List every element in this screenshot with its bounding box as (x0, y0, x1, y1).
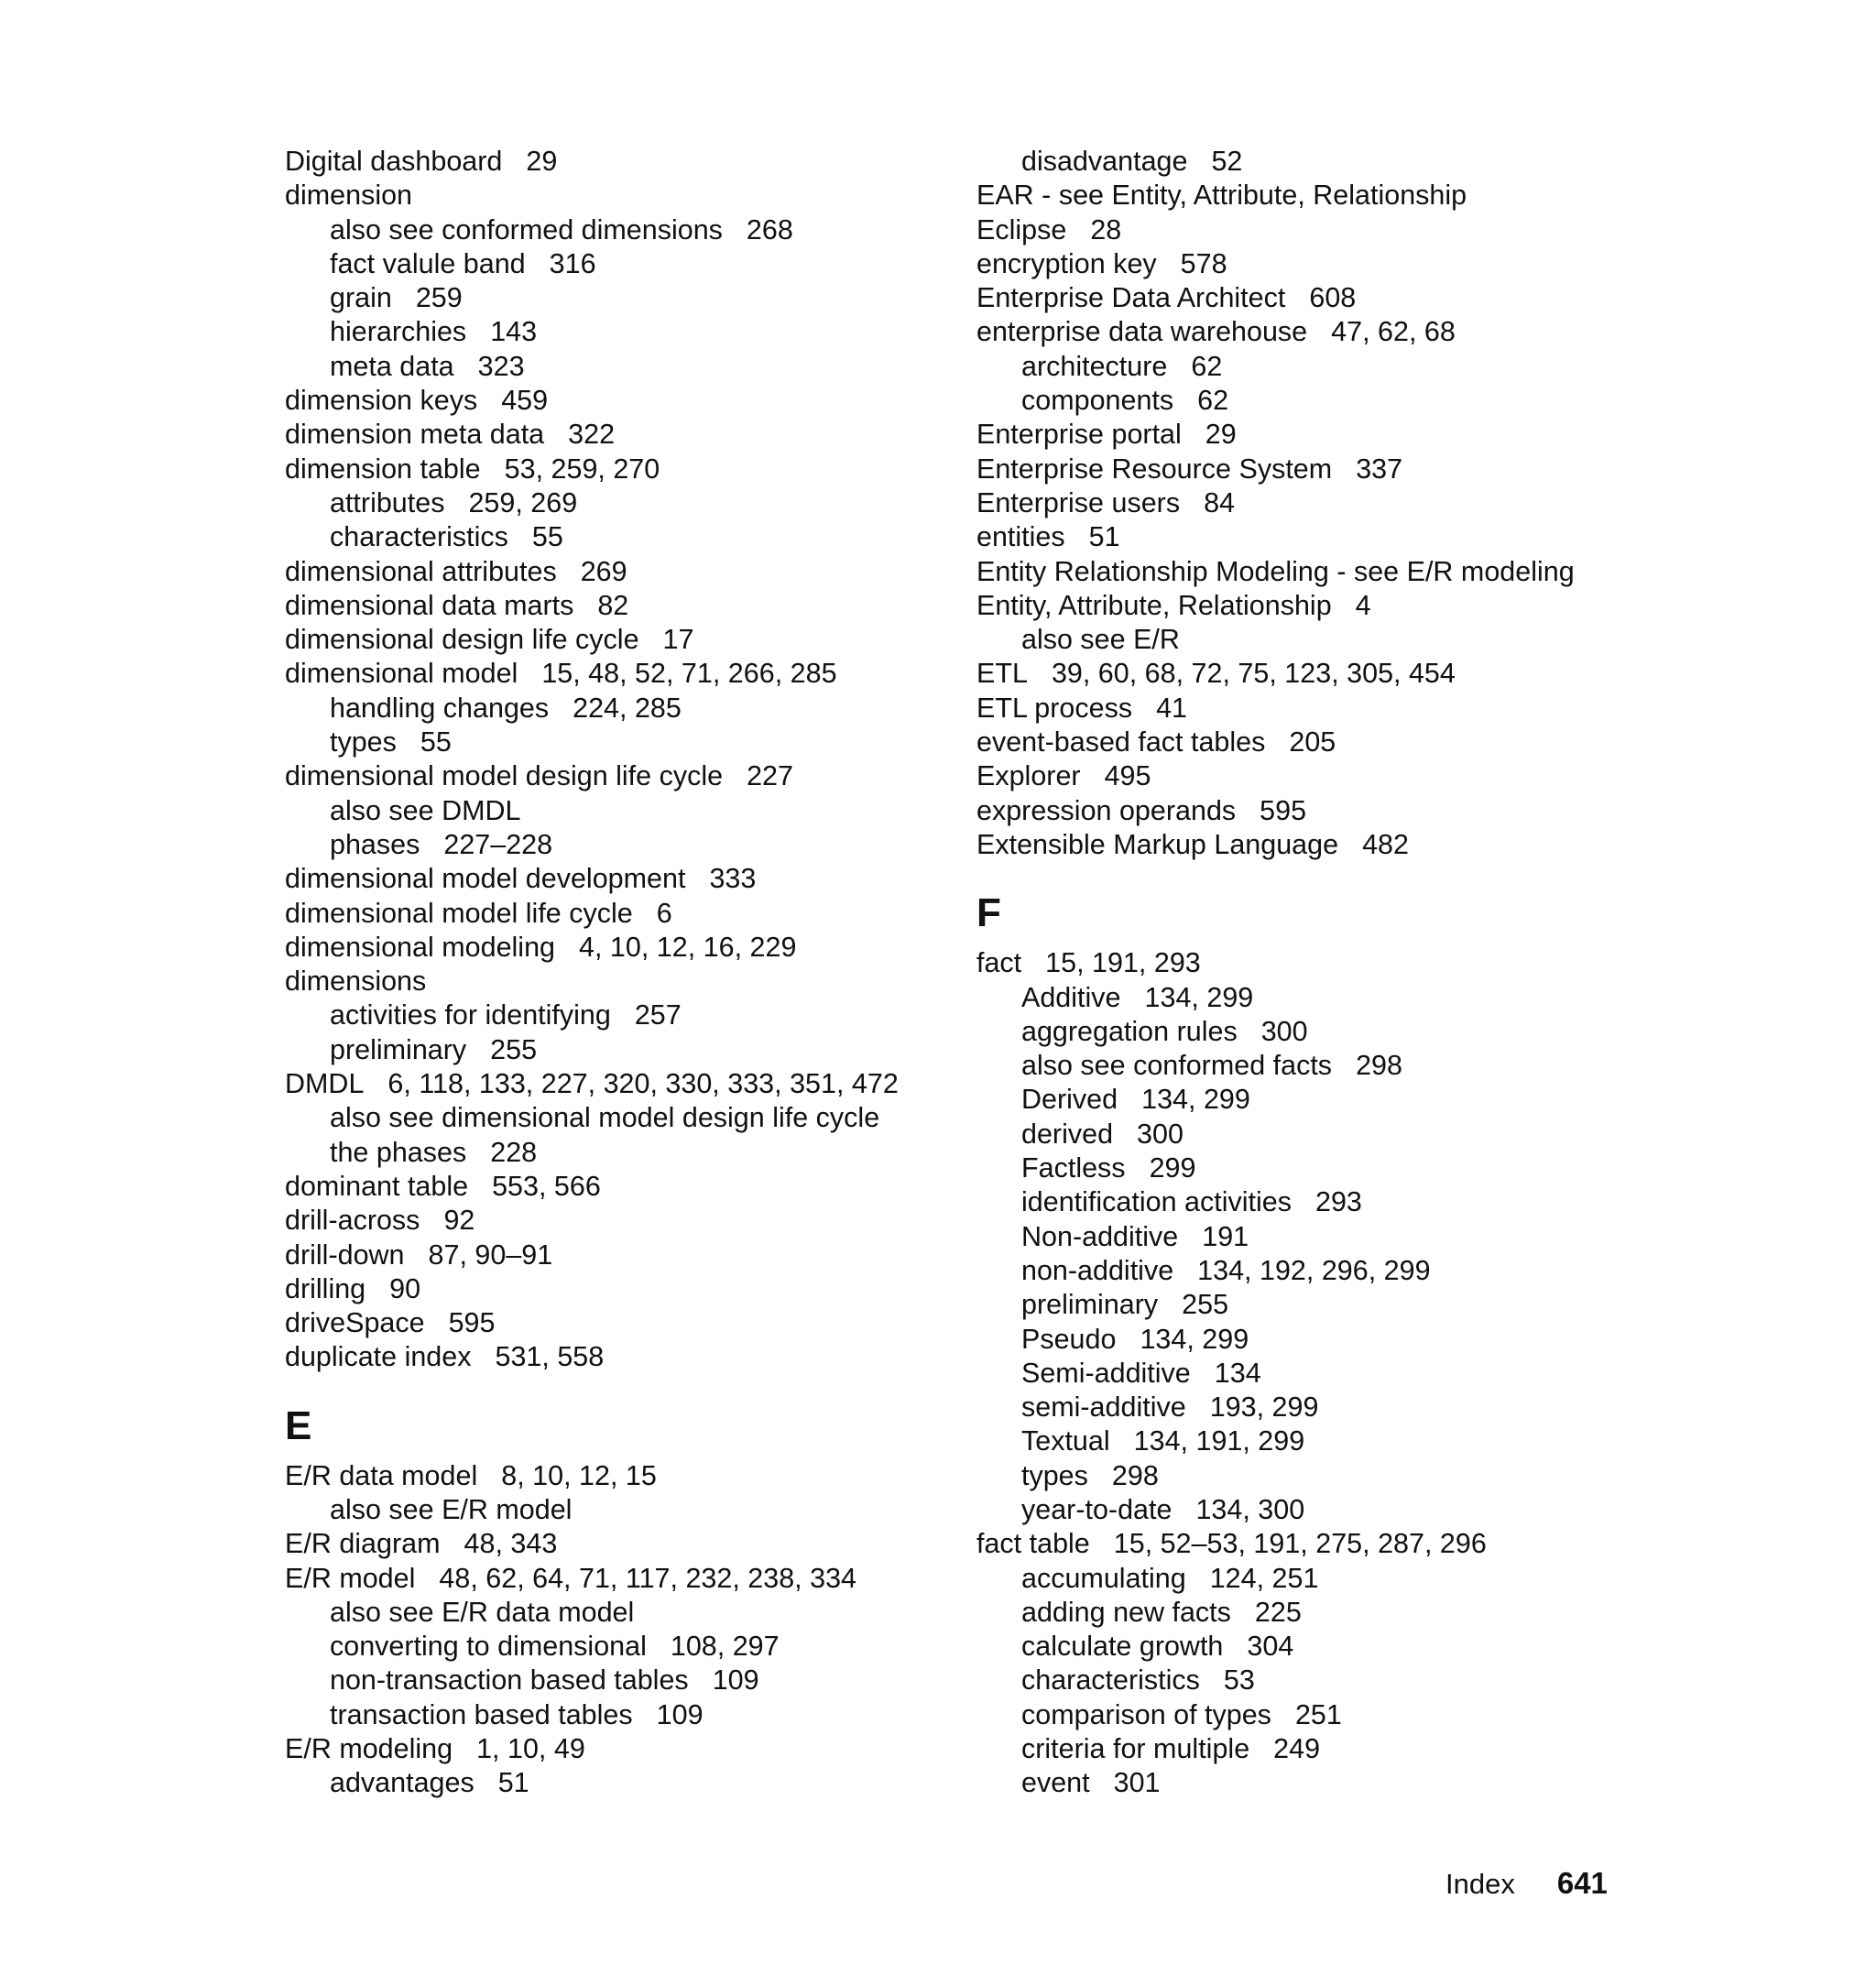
index-term: characteristics (330, 521, 508, 553)
index-subentry (285, 1493, 944, 1527)
index-subentry (976, 1220, 1636, 1254)
page-references: 134, 300 (1195, 1493, 1305, 1525)
index-subentry (976, 384, 1636, 418)
index-term: Entity Relationship Modeling - see E/R modeling (976, 555, 1575, 587)
page-references: 227–228 (443, 828, 553, 860)
index-subentry (976, 1493, 1636, 1527)
index-subentry (285, 350, 944, 384)
index-term: phases (330, 828, 420, 860)
index-term: non-additive (1021, 1254, 1174, 1286)
index-entry (285, 1732, 944, 1766)
index-term: converting to dimensional (330, 1631, 647, 1663)
index-term: dimensional data marts (285, 589, 574, 621)
page-references: 337 (1356, 453, 1403, 485)
page-references: 29 (526, 146, 558, 177)
page-references: 52 (1211, 146, 1243, 177)
index-subentry (285, 520, 944, 554)
index-subentry (976, 981, 1636, 1015)
page-references: 134, 192, 296, 299 (1197, 1254, 1431, 1286)
index-subentry (285, 828, 944, 862)
index-entry (285, 1562, 944, 1596)
index-term: handling changes (330, 692, 550, 724)
index-term: preliminary (1021, 1289, 1159, 1321)
page-references: 134, 191, 299 (1133, 1425, 1305, 1457)
index-term: year-to-date (1021, 1493, 1172, 1525)
index-term: adding new facts (1021, 1596, 1231, 1628)
index-term: Pseudo (1021, 1323, 1117, 1355)
page-references: 323 (477, 350, 525, 382)
index-subentry (976, 1596, 1636, 1630)
index-term: types (1021, 1459, 1088, 1491)
index-term: Enterprise portal (976, 419, 1182, 451)
index-term: DMDL (285, 1068, 365, 1100)
index-subentry (285, 1664, 944, 1697)
index-term: preliminary (330, 1033, 467, 1065)
page-references: 53, 259, 270 (504, 453, 660, 485)
section-heading: E (285, 1402, 312, 1448)
index-subentry (976, 1323, 1636, 1357)
index-entry (285, 384, 944, 418)
index-term: fact valule band (330, 247, 526, 279)
page-references: 48, 343 (464, 1528, 558, 1560)
index-term: Enterprise Resource System (976, 453, 1333, 485)
index-entry (976, 315, 1636, 349)
index-subentry (976, 1630, 1636, 1664)
index-term: dimensions (285, 966, 427, 998)
page-references: 15, 191, 293 (1045, 947, 1201, 979)
page-references: 90 (389, 1272, 421, 1304)
page-references: 82 (597, 589, 629, 621)
index-entry (285, 179, 944, 213)
index-subentry (285, 692, 944, 726)
index-entry (285, 1204, 944, 1238)
index-subentry (285, 1596, 944, 1630)
page-references: 228 (490, 1136, 538, 1168)
page-references: 1, 10, 49 (476, 1733, 585, 1765)
index-term: duplicate index (285, 1341, 472, 1373)
page-references: 15, 48, 52, 71, 266, 285 (541, 658, 837, 690)
page-references: 109 (712, 1664, 759, 1697)
page-references: 578 (1180, 247, 1227, 279)
index-subentry (285, 726, 944, 759)
index-subentry (285, 1630, 944, 1664)
page-references: 608 (1309, 282, 1357, 314)
index-term: Explorer (976, 760, 1081, 792)
page-references: 322 (568, 419, 616, 451)
index-entry (976, 555, 1636, 589)
page-footer (1445, 1865, 1608, 1903)
index-entry (976, 657, 1636, 691)
index-subentry (976, 145, 1636, 179)
index-term: dimensional attributes (285, 555, 557, 587)
page-references: 255 (1182, 1289, 1229, 1321)
page-references: 251 (1294, 1698, 1342, 1730)
page-references: 124, 251 (1209, 1562, 1319, 1594)
index-entry (976, 453, 1636, 486)
index-term: components (1021, 385, 1174, 417)
page-references: 4, 10, 12, 16, 229 (579, 931, 797, 963)
index-term: attributes (330, 486, 445, 518)
index-term: also see E/R (1021, 624, 1180, 656)
index-entry (976, 213, 1636, 247)
index-entry (976, 281, 1636, 315)
index-entry (285, 1527, 944, 1561)
index-term: dimensional model life cycle (285, 897, 633, 929)
index-entry (976, 828, 1636, 862)
index-term: Enterprise Data Architect (976, 282, 1286, 314)
index-term: Non-additive (1021, 1220, 1179, 1252)
index-entry (976, 247, 1636, 281)
index-term: E/R model (285, 1562, 416, 1594)
page-references: 300 (1260, 1015, 1308, 1047)
page-references: 553, 566 (492, 1170, 601, 1202)
index-term: ETL (976, 658, 1028, 690)
index-term: architecture (1021, 350, 1168, 382)
index-entry (976, 692, 1636, 726)
index-term: E/R diagram (285, 1528, 441, 1560)
index-entry (285, 1459, 944, 1493)
page-references: 8, 10, 12, 15 (501, 1459, 657, 1491)
index-term: disadvantage (1021, 146, 1188, 177)
index-subentry (976, 1562, 1636, 1596)
index-term: also see conformed facts (1021, 1050, 1333, 1082)
page-references: 143 (490, 316, 538, 348)
index-term: Eclipse (976, 213, 1067, 246)
page-references: 15, 52–53, 191, 275, 287, 296 (1113, 1528, 1487, 1560)
index-subentry (976, 1254, 1636, 1288)
page-references: 259, 269 (468, 486, 578, 518)
page-references: 47, 62, 68 (1331, 316, 1456, 348)
index-term: also see E/R data model (330, 1596, 635, 1628)
index-subentry (976, 1151, 1636, 1185)
index-column-right (976, 145, 1636, 1801)
index-term: drill-across (285, 1205, 420, 1237)
index-subentry (976, 1288, 1636, 1322)
page-references: 4 (1355, 589, 1371, 621)
index-entry (976, 759, 1636, 793)
page-references: 316 (549, 247, 596, 279)
index-subentry (285, 247, 944, 281)
index-entry (976, 726, 1636, 759)
index-term: dimensional model development (285, 863, 686, 895)
page-references: 205 (1289, 726, 1336, 758)
index-subentry (976, 1732, 1636, 1766)
index-term: also see dimensional model design life cycle (330, 1102, 880, 1134)
index-term: also see DMDL (330, 794, 521, 826)
index-term: driveSpace (285, 1307, 425, 1339)
index-subentry (285, 486, 944, 520)
index-term: Additive (1021, 981, 1121, 1013)
page-references: 87, 90–91 (428, 1239, 553, 1271)
page-references: 53 (1223, 1664, 1255, 1697)
index-entry (976, 589, 1636, 623)
page-references: 134, 299 (1140, 1323, 1249, 1355)
index-term: drilling (285, 1272, 366, 1304)
index-entry (976, 1527, 1636, 1561)
index-term: Textual (1021, 1425, 1110, 1457)
index-term: derived (1021, 1118, 1114, 1150)
index-entry (285, 589, 944, 623)
index-term: fact (976, 947, 1022, 979)
index-entry (976, 946, 1636, 980)
index-subentry (976, 1118, 1636, 1151)
page-references: 193, 299 (1209, 1391, 1319, 1424)
index-entry (285, 657, 944, 691)
page-references: 531, 558 (495, 1341, 605, 1373)
index-term: criteria for multiple (1021, 1733, 1250, 1765)
page-references: 301 (1113, 1767, 1161, 1799)
page-references: 134, 299 (1144, 981, 1254, 1013)
page-references: 134 (1214, 1357, 1261, 1389)
index-term: meta data (330, 350, 454, 382)
index-entry (285, 418, 944, 452)
page-references: 482 (1362, 828, 1409, 860)
index-subentry (285, 1033, 944, 1067)
index-entry (976, 520, 1636, 554)
index-entry (285, 145, 944, 179)
index-subentry (285, 315, 944, 349)
index-entry (976, 486, 1636, 520)
page-references: 227 (747, 760, 793, 792)
index-entry (285, 1067, 944, 1101)
index-term: drill-down (285, 1239, 405, 1271)
index-term: characteristics (1021, 1664, 1200, 1697)
index-term: EAR - see Entity, Attribute, Relationship (976, 180, 1467, 212)
index-entry (285, 1306, 944, 1340)
footer-label: Index (1445, 1868, 1515, 1900)
index-subentry (976, 1083, 1636, 1117)
index-term: types (330, 726, 397, 758)
page-references: 84 (1204, 486, 1236, 518)
index-term: dimension (285, 180, 413, 212)
page-references: 300 (1137, 1118, 1183, 1150)
index-term: fact table (976, 1528, 1090, 1560)
index-term: dimensional design life cycle (285, 624, 639, 656)
index-entry (976, 179, 1636, 213)
page-references: 51 (497, 1767, 529, 1799)
page-number: 641 (1556, 1866, 1608, 1900)
index-subentry (976, 623, 1636, 657)
index-term: dimensional modeling (285, 931, 556, 963)
index-term: non-transaction based tables (330, 1664, 689, 1697)
index-term: activities for identifying (330, 999, 611, 1031)
index-term: hierarchies (330, 316, 467, 348)
page-references: 6 (656, 897, 672, 929)
index-term: comparison of types (1021, 1698, 1271, 1730)
page-references: 259 (415, 282, 463, 314)
index-term: the phases (330, 1136, 467, 1168)
page-references: 249 (1273, 1733, 1321, 1765)
index-entry (976, 794, 1636, 828)
index-term: entities (976, 521, 1065, 553)
page-references: 6, 118, 133, 227, 320, 330, 333, 351, 472 (387, 1068, 899, 1100)
page-references: 48, 62, 64, 71, 117, 232, 238, 334 (439, 1562, 857, 1594)
index-entry (285, 862, 944, 896)
page-references: 293 (1314, 1186, 1362, 1218)
index-subentry (285, 1766, 944, 1800)
index-term: event-based fact tables (976, 726, 1266, 758)
page-references: 333 (709, 863, 757, 895)
index-subentry (285, 213, 944, 247)
index-column-left (285, 145, 944, 1801)
index-term: aggregation rules (1021, 1015, 1238, 1047)
index-entry (285, 1170, 944, 1204)
page-references: 304 (1247, 1631, 1294, 1663)
index-entry (285, 555, 944, 589)
index-term: Semi-additive (1021, 1357, 1191, 1389)
index-term: calculate growth (1021, 1631, 1224, 1663)
index-entry (285, 759, 944, 793)
page-references: 62 (1191, 350, 1223, 382)
page-references: 595 (448, 1307, 496, 1339)
page-references: 225 (1254, 1596, 1302, 1628)
index-term: dimension keys (285, 385, 478, 417)
page-references: 55 (420, 726, 452, 758)
page-references: 108, 297 (670, 1631, 780, 1663)
page-references: 459 (501, 385, 549, 417)
page-references: 39, 60, 68, 72, 75, 123, 305, 454 (1051, 658, 1456, 690)
index-subentry (976, 350, 1636, 384)
index-entry (285, 897, 944, 931)
index-entry (976, 418, 1636, 452)
index-term: E/R data model (285, 1459, 478, 1491)
index-term: E/R modeling (285, 1733, 453, 1765)
page-references: 255 (490, 1033, 538, 1065)
index-term: dimension table (285, 453, 481, 485)
index-subentry (976, 1015, 1636, 1049)
page-references: 268 (746, 213, 793, 246)
index-term: semi-additive (1021, 1391, 1186, 1424)
index-term: advantages (330, 1767, 474, 1799)
page-references: 298 (1111, 1459, 1159, 1491)
page-references: 299 (1149, 1152, 1196, 1184)
index-term: event (1021, 1767, 1090, 1799)
index-term: dimension meta data (285, 419, 545, 451)
index-term: Factless (1021, 1152, 1126, 1184)
index-entry (285, 931, 944, 965)
index-subentry (976, 1357, 1636, 1391)
index-term: Enterprise users (976, 486, 1181, 518)
index-entry (285, 965, 944, 998)
index-term: Derived (1021, 1084, 1118, 1116)
index-term: also see conformed dimensions (330, 213, 723, 246)
page-references: 92 (443, 1205, 475, 1237)
index-term: grain (330, 282, 392, 314)
index-term: also see E/R model (330, 1493, 573, 1525)
page-references: 269 (580, 555, 627, 587)
index-subentry (976, 1664, 1636, 1697)
index-entry (285, 453, 944, 486)
page-references: 298 (1356, 1050, 1402, 1082)
index-subentry (285, 1101, 944, 1135)
page-references: 191 (1202, 1220, 1249, 1252)
page-references: 595 (1260, 794, 1307, 826)
index-term: dimensional model design life cycle (285, 760, 724, 792)
index-term: identification activities (1021, 1186, 1292, 1218)
index-subentry (976, 1049, 1636, 1083)
page-references: 224, 285 (573, 692, 682, 724)
index-subentry (976, 1766, 1636, 1800)
index-term: ETL process (976, 692, 1133, 724)
section-heading: F (976, 890, 1001, 936)
index-subentry (285, 1136, 944, 1170)
index-entry (285, 1340, 944, 1374)
page-references: 41 (1156, 692, 1188, 724)
page-references: 62 (1197, 385, 1229, 417)
page-references: 134, 299 (1141, 1084, 1250, 1116)
index-subentry (285, 281, 944, 315)
page-references: 257 (634, 999, 682, 1031)
index-term: expression operands (976, 794, 1237, 826)
index-subentry (976, 1459, 1636, 1493)
index-subentry (976, 1185, 1636, 1219)
index-subentry (976, 1424, 1636, 1458)
index-term: enterprise data warehouse (976, 316, 1308, 348)
index-entry (285, 623, 944, 657)
index-term: accumulating (1021, 1562, 1186, 1594)
index-term: transaction based tables (330, 1698, 633, 1730)
index-term: Entity, Attribute, Relationship (976, 589, 1332, 621)
index-subentry (976, 1391, 1636, 1424)
page-references: 28 (1090, 213, 1122, 246)
index-term: encryption key (976, 247, 1157, 279)
page-references: 55 (531, 521, 563, 553)
page-references: 495 (1104, 760, 1151, 792)
index-subentry (976, 1698, 1636, 1732)
index-term: Extensible Markup Language (976, 828, 1339, 860)
index-entry (285, 1239, 944, 1272)
index-subentry (285, 794, 944, 828)
index-term: Digital dashboard (285, 146, 503, 177)
page-references: 17 (662, 624, 694, 656)
index-term: dominant table (285, 1170, 469, 1202)
page-references: 109 (656, 1698, 704, 1730)
index-term: dimensional model (285, 658, 518, 690)
index-subentry (285, 1698, 944, 1732)
index-subentry (285, 998, 944, 1032)
page-references: 51 (1088, 521, 1120, 553)
page-references: 29 (1205, 419, 1237, 451)
index-entry (285, 1272, 944, 1306)
